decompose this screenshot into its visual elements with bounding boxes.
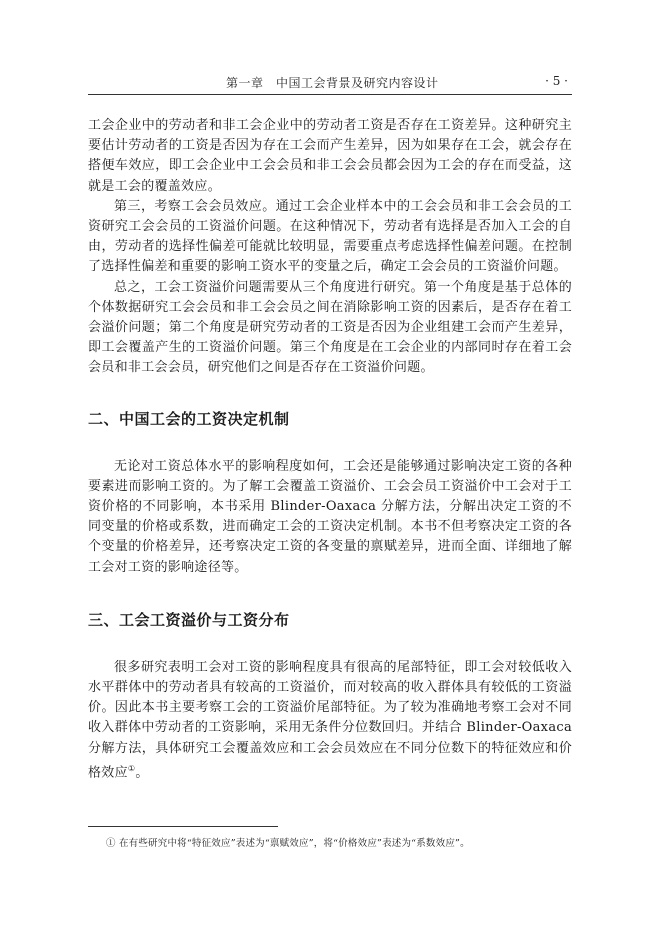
footnote-text: 在有些研究中将“特征效应”表述为“禀赋效应”，将“价格效应”表述为“系数效应”。	[118, 838, 470, 849]
footnote-mark: ①	[106, 838, 116, 849]
paragraph: 无论对工资总体水平的影响程度如何，工会还是能够通过影响决定工资的各种要素进而影响工资的。为了解工会覆盖工资溢价、工会会员工资溢价中工会对于工资价格的不同影响，本书采用 Blinder-Oaxaca 分解方法，分解出决定工资的不同变量的价格或系数，进而确定工会的工资决定机制。本书不但考察决定工资的各个变量的价格差异，还考察决定工资的各变量的禀赋差异，进而全面、详细地了解工会对工资的影响途径等。	[88, 458, 572, 575]
section-heading: 二、中国工会的工资决定机制	[88, 409, 290, 428]
section-heading: 三、工会工资溢价与工资分布	[88, 610, 290, 629]
running-header	[88, 72, 572, 95]
footnote	[106, 835, 576, 849]
paragraph-text: 很多研究表明工会对工资的影响程度具有很高的尾部特征，即工会对较低收入水平群体中的劳动者具有较高的工资溢价，而对较高的收入群体具有较低的工资溢价。因此本书主要考察工会的工资溢价尾部特征。为了较为准确地考察工会对不同收入群体中劳动者的工资影响，采用无条件分位数回归。并结合 Blinder-Oaxaca 分解方法，具体研究工会覆盖效应和工会会员效应在不同分位数下的特征效应和价格效应	[88, 659, 572, 781]
page-body	[88, 116, 572, 783]
paragraph: 很多研究表明工会对工资的影响程度具有很高的尾部特征，即工会对较低收入水平群体中的劳动者具有较高的工资溢价，而对较高的收入群体具有较低的工资溢价。因此本书主要考察工会的工资溢价尾部特征。为了较为准确地考察工会对不同收入群体中劳动者的工资影响，采用无条件分位数回归。并结合 Blinder-Oaxaca 分解方法，具体研究工会覆盖效应和工会会员效应在不同分位数下的特征效应和价格效应①。	[88, 659, 572, 781]
page-number: · 5 ·	[545, 74, 568, 88]
footnote-divider	[88, 826, 278, 827]
chapter-title: 第一章 中国工会背景及研究内容设计	[226, 76, 439, 90]
paragraph: 第三，考察工会会员效应。通过工会企业样本中的工会会员和非工会会员的工资研究工会会员的工资溢价问题。在这种情况下，劳动者有选择是否加入工会的自由，劳动者的选择性偏差可能就比较明显，需要重点考虑选择性偏差问题。在控制了选择性偏差和重要的影响工资水平的变量之后，确定工会会员的工资溢价问题。	[88, 198, 572, 275]
paragraph: 工会企业中的劳动者和非工会企业中的劳动者工资是否存在工资差异。这种研究主要估计劳动者的工资是否因为存在工会而产生差异，因为如果存在工会，就会存在搭便车效应，即工会企业中工会会员和非工会会员都会因为工会的存在而受益，这就是工会的覆盖效应。	[88, 118, 572, 194]
paragraph: 总之，工会工资溢价问题需要从三个角度进行研究。第一个角度是基于总体的个体数据研究工会会员和非工会会员之间在消除影响工资的因素后，是否存在着工会溢价问题；第二个角度是研究劳动者的工资是否因为企业组建工会而产生差异，即工会覆盖产生的工资溢价问题。第三个角度是在工会企业的内部同时存在着工会会员和非工会会员，研究他们之间是否存在工资溢价问题。	[88, 279, 572, 376]
footnote-reference[interactable]: ①	[127, 763, 136, 773]
